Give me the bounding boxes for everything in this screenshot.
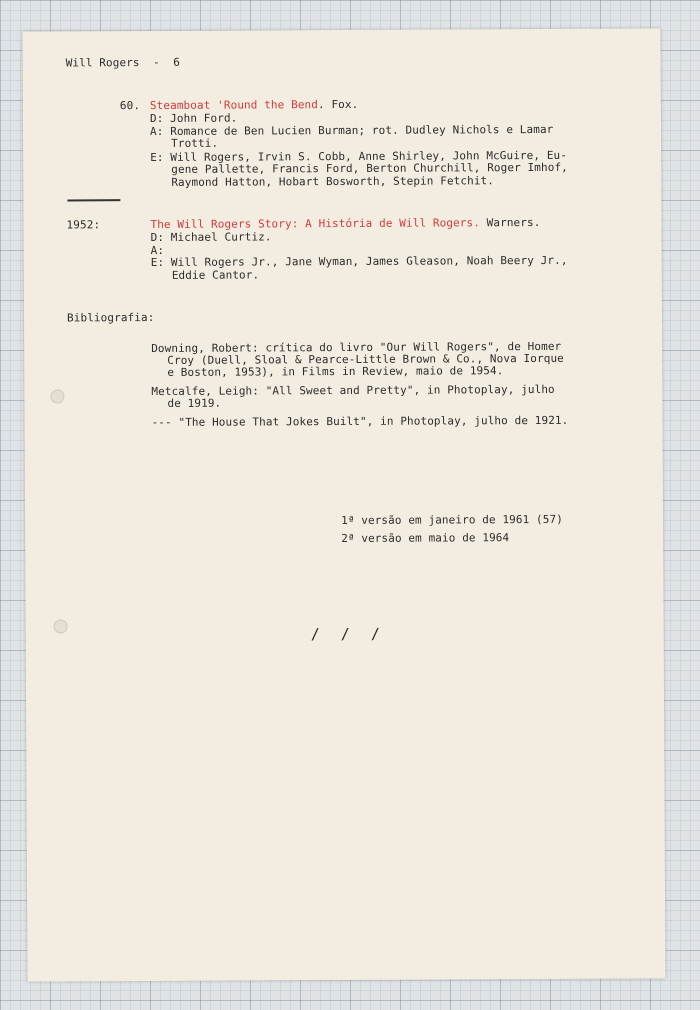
bib-item-1-line-3: e Boston, 1953), in Films in Review, maio de 1954. <box>167 364 504 379</box>
entry-60-number: 60. <box>119 99 141 113</box>
entry-1952-cast-1: E: Will Rogers Jr., Jane Wyman, James Gleason, Noah Beery Jr., <box>150 253 568 270</box>
bibliography-heading: Bibliografia: <box>66 310 155 325</box>
section-divider <box>67 199 120 201</box>
bib-item-2-line-2: de 1919. <box>167 396 222 410</box>
entry-1952-title-line <box>150 216 540 231</box>
entry-60-director: D: John Ford. <box>149 111 238 126</box>
bib-item-3: --- "The House That Jokes Built", in Photoplay, julho de 1921. <box>151 413 569 430</box>
version-note-2: 2ª versão em maio de 1964 <box>341 531 510 546</box>
bib-item-1-line-2: Croy (Duell, Sloal & Pearce-Little Brown & Co., Nova Iorque <box>167 351 564 367</box>
entry-60-cast-2: gene Pallette, Francis Ford, Berton Churchill, Roger Imhof, <box>171 160 568 176</box>
entry-60-author-2: Trotti. <box>171 136 219 150</box>
punch-hole-top <box>50 389 64 403</box>
entry-60-title: Steamboat 'Round the Bend <box>149 98 319 113</box>
entry-60-cast-1: E: Will Rogers, Irvin S. Cobb, Anne Shirley, John McGuire, Eu- <box>150 148 568 165</box>
entry-60-title-line <box>150 98 358 112</box>
end-mark: / / / <box>310 624 386 644</box>
entry-60-author-1: A: Romance de Ben Lucien Burman; rot. Dudley Nichols e Lamar <box>150 122 554 139</box>
page-header: Will Rogers - 6 <box>65 55 181 70</box>
entry-1952-cast-2: Eddie Cantor. <box>171 268 260 282</box>
bib-item-1-line-1: Downing, Robert: crítica do livro "Our Will Rogers", de Homer <box>151 339 562 356</box>
entry-1952-title: The Will Rogers Story: A História de Will Rogers. <box>150 216 480 232</box>
entry-60-cast-3: Raymond Hatton, Hobart Bosworth, Stepin Fetchit. <box>171 174 495 189</box>
entry-1952-director: D: Michael Curtiz. <box>150 230 272 245</box>
bib-item-2-line-1: Metcalfe, Leigh: "All Sweet and Pretty", in Photoplay, julho <box>151 382 555 399</box>
entry-60-studio: . Fox. <box>317 97 359 112</box>
entry-1952-studio: Warners. <box>479 215 541 230</box>
version-note-1: 1ª versão em janeiro de 1961 (57) <box>341 512 563 528</box>
punch-hole-bottom <box>54 619 68 633</box>
typed-page <box>23 28 666 981</box>
entry-1952-author: A: <box>150 243 165 258</box>
entry-1952-year: 1952: <box>66 218 101 232</box>
